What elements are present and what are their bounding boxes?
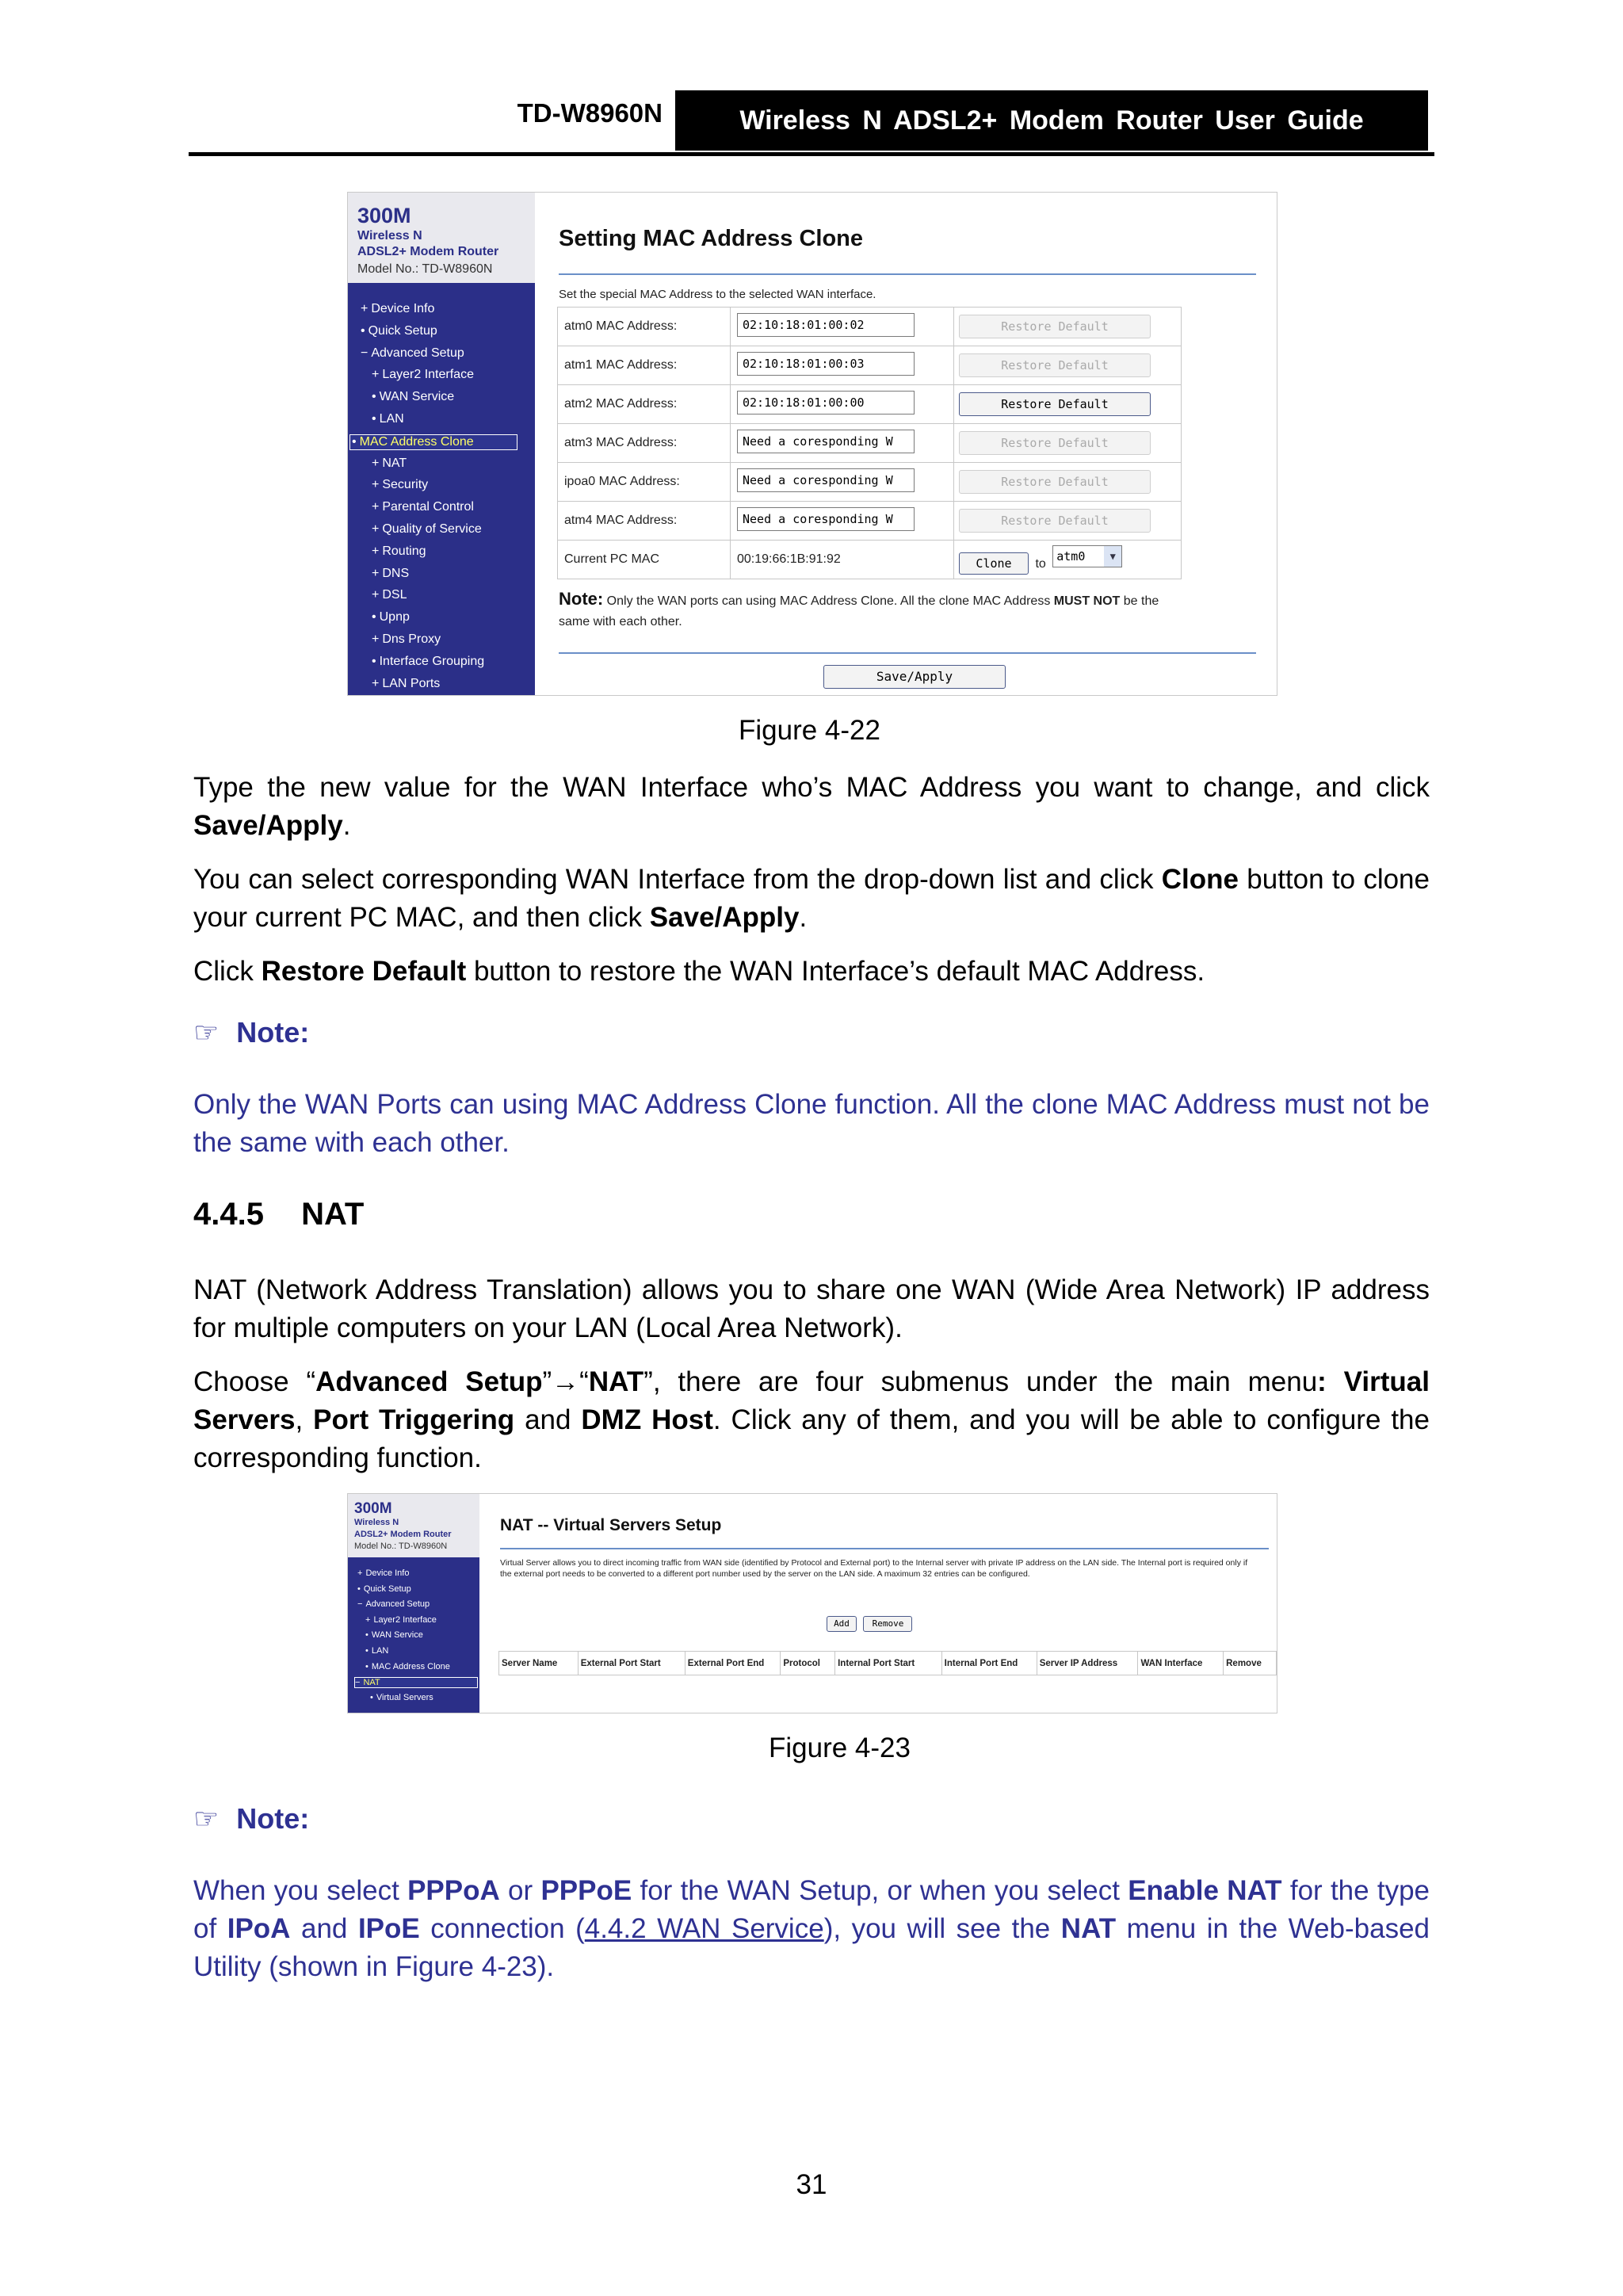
paragraph: [193, 769, 1430, 845]
text-run: You can select corresponding WAN Interface from the drop-down list and click: [193, 864, 1154, 895]
bold-run: Advanced Setup: [315, 1366, 543, 1397]
bullet-icon: +: [372, 588, 380, 602]
logo-model: Model No.: TD-W8960N: [354, 1541, 448, 1551]
bullet-icon: •: [357, 1584, 361, 1594]
column-header: WAN Interface: [1138, 1652, 1224, 1675]
guide-title-banner: Wireless N ADSL2+ Modem Router User Guide: [675, 90, 1428, 151]
router-main: [479, 1494, 1277, 1713]
column-header: Internal Port End: [941, 1652, 1037, 1675]
restore-cell: [954, 424, 1182, 463]
paragraph: [193, 1363, 1430, 1477]
mac-table: [557, 307, 1182, 579]
sidebar-item[interactable]: [361, 346, 464, 361]
restore-cell: [954, 502, 1182, 541]
bullet-icon: •: [372, 412, 376, 426]
sidebar-item[interactable]: [349, 434, 517, 450]
sidebar-item-label: Advanced Setup: [371, 346, 464, 360]
sidebar-item[interactable]: [372, 478, 428, 492]
bold-run: Port Triggering: [313, 1404, 515, 1435]
bullet-icon: +: [357, 1568, 363, 1578]
sidebar-item[interactable]: [372, 588, 407, 602]
bold-run: Restore Default: [261, 956, 467, 987]
note-block: [559, 589, 1256, 632]
bold-run: Save/Apply: [193, 810, 343, 841]
current-pc-mac: 00:19:66:1B:91:92: [731, 541, 954, 579]
sidebar-item-label: Upnp: [379, 610, 410, 625]
sidebar-item-label: Quick Setup: [363, 1584, 411, 1594]
text-run: “: [579, 1366, 589, 1397]
sidebar-item[interactable]: [372, 655, 484, 669]
bullet-icon: +: [372, 632, 380, 646]
sidebar-item-label: LAN: [371, 1646, 389, 1656]
sidebar-item[interactable]: [372, 610, 410, 625]
sidebar-item[interactable]: [365, 1630, 423, 1640]
router-logo: [348, 193, 535, 283]
sidebar-item[interactable]: [357, 1599, 430, 1609]
text-run: for the type of: [193, 1875, 1430, 1944]
note-bold: MUST NOT: [1053, 594, 1121, 608]
mac-label: ipoa0 MAC Address:: [558, 463, 731, 502]
restore-default-button[interactable]: Restore Default: [959, 509, 1151, 533]
text-run: for the WAN Setup, or when you select: [640, 1875, 1120, 1906]
sidebar-item[interactable]: [372, 457, 407, 471]
page-title: Setting MAC Address Clone: [559, 226, 864, 251]
bullet-icon: −: [355, 1678, 361, 1688]
sidebar-item[interactable]: [365, 1646, 388, 1656]
wan-service-link[interactable]: 4.4.2 WAN Service: [584, 1913, 824, 1944]
restore-cell: [954, 346, 1182, 385]
bold-run: Enable NAT: [1128, 1875, 1282, 1906]
mac-input[interactable]: Need a coresponding W: [737, 430, 915, 453]
sidebar-item-label: DNS: [382, 566, 410, 580]
note-heading: [193, 1802, 309, 1836]
remove-button[interactable]: Remove: [863, 1616, 912, 1632]
chevron-down-icon: ▼: [1104, 546, 1121, 567]
restore-default-button[interactable]: Restore Default: [959, 431, 1151, 455]
text-run: .: [342, 810, 351, 841]
sidebar-item-label: Dns Proxy: [382, 632, 441, 646]
bullet-icon: •: [365, 1646, 369, 1656]
pointing-hand-icon: ☞: [193, 1802, 220, 1835]
sidebar-item[interactable]: [365, 1662, 450, 1671]
bullet-icon: −: [357, 1599, 363, 1610]
text-run: button to restore the WAN Interface’s default MAC Address.: [473, 956, 1205, 987]
logo-line: Wireless N: [354, 1518, 399, 1527]
bold-run: PPPoA: [407, 1875, 500, 1906]
clone-button[interactable]: Clone: [959, 552, 1029, 575]
note-text: Only the WAN ports can using MAC Address Clone. All the clone MAC Address: [606, 594, 1051, 608]
title-rule: [500, 1548, 1269, 1549]
bullet-icon: •: [372, 390, 376, 404]
note-label: Note:: [236, 1016, 310, 1049]
bullet-icon: −: [361, 346, 369, 360]
sidebar-item-label: Quality of Service: [382, 522, 482, 536]
virtual-servers-table: [498, 1651, 1277, 1675]
bullet-icon: +: [372, 478, 380, 492]
save-apply-button[interactable]: Save/Apply: [823, 665, 1006, 689]
mac-label: atm3 MAC Address:: [558, 424, 731, 463]
text-run: menu in the Web-based Utility (shown in Figure 4-23).: [193, 1913, 1430, 1982]
sidebar-item[interactable]: [372, 677, 440, 691]
mac-cell: [731, 308, 954, 346]
bullet-icon: +: [372, 522, 380, 536]
text-run: ,: [295, 1404, 304, 1435]
text-run: Type the new value for the WAN Interface who’s MAC Address you want to change, and click: [193, 772, 1430, 803]
sidebar-item-label: LAN Ports: [382, 676, 441, 690]
text-run: Click: [193, 956, 254, 987]
logo-model: Model No.: TD-W8960N: [357, 262, 493, 276]
sidebar-item[interactable]: [354, 1677, 478, 1688]
logo-300m: 300M: [354, 1500, 392, 1517]
document-model: TD-W8960N: [517, 98, 663, 128]
paragraph: [193, 861, 1430, 937]
mac-row: [558, 308, 1182, 346]
note-text-tail: be the: [1123, 594, 1159, 608]
sidebar-item-label: Layer2 Interface: [373, 1614, 437, 1625]
sidebar-item-label: MAC Address Clone: [371, 1661, 450, 1671]
title-rule: [559, 273, 1256, 275]
mac-cell: [731, 463, 954, 502]
bullet-icon: •: [372, 610, 376, 625]
sidebar-item[interactable]: [372, 544, 426, 559]
restore-cell: [954, 308, 1182, 346]
intro-text: Set the special MAC Address to the selected WAN interface.: [559, 288, 876, 301]
figure-caption: Figure 4-22: [739, 715, 880, 746]
column-header: Protocol: [781, 1652, 835, 1675]
bullet-icon: +: [372, 566, 380, 580]
text-run: ”: [542, 1366, 552, 1397]
note-line2: same with each other.: [559, 615, 682, 628]
mac-row: [558, 385, 1182, 424]
sidebar-item-label: MAC Address Clone: [359, 434, 474, 449]
text-run: .: [799, 902, 808, 933]
sidebar-item-label: WAN Service: [379, 390, 455, 404]
interface-select-value: atm0: [1056, 548, 1086, 563]
sidebar-item-label: Device Info: [371, 302, 435, 315]
mac-cell: [731, 502, 954, 541]
note-label: Note:: [236, 1802, 310, 1835]
sidebar-item-label: NAT: [382, 456, 407, 470]
text-run: When you select: [193, 1875, 399, 1906]
router-main: [535, 193, 1277, 695]
column-header: Remove: [1224, 1652, 1277, 1675]
mac-input[interactable]: Need a coresponding W: [737, 468, 915, 492]
paragraph: [193, 953, 1430, 991]
mac-row: [558, 502, 1182, 541]
bullet-icon: +: [372, 500, 380, 514]
sidebar-item-label: Interface Grouping: [379, 654, 485, 668]
sidebar-item[interactable]: [372, 632, 441, 647]
mac-label: atm0 MAC Address:: [558, 308, 731, 346]
pointing-hand-icon: ☞: [193, 1016, 220, 1049]
note-label: Note:: [559, 589, 604, 609]
bullet-icon: +: [361, 302, 369, 315]
sidebar-item[interactable]: [370, 1693, 433, 1702]
mac-cell: [731, 385, 954, 424]
sidebar-item[interactable]: [372, 390, 454, 404]
sidebar-item-label: WAN Service: [371, 1630, 423, 1641]
bold-run: : Virtual Servers: [193, 1366, 1430, 1435]
mac-label: atm2 MAC Address:: [558, 385, 731, 424]
sidebar-item[interactable]: [372, 412, 404, 426]
bullet-icon: •: [365, 1630, 369, 1641]
column-header: External Port End: [685, 1652, 781, 1675]
bullet-icon: +: [372, 544, 380, 558]
figure-caption: Figure 4-23: [769, 1733, 911, 1763]
column-header: Internal Port Start: [835, 1652, 942, 1675]
figure-nat-screenshot: [347, 1493, 1277, 1713]
bold-run: PPPoE: [540, 1875, 632, 1906]
bullet-icon: •: [361, 323, 365, 338]
sidebar-item[interactable]: [372, 522, 482, 537]
bold-run: IPoE: [357, 1913, 420, 1944]
router-logo: [348, 1494, 479, 1557]
sidebar-item[interactable]: [365, 1615, 437, 1625]
nat-description: Virtual Server allows you to direct incoming traffic from WAN side (identified by Protocol and External port) to the Internal server with private IP address on the LAN side. The Internal port is required only if the external port needs to be converted to a different port number used by the server on the LAN side. A maximum 32 entries can be configured.: [500, 1558, 1248, 1579]
figure-mac-clone-screenshot: [347, 192, 1277, 696]
header-rule: [189, 152, 1434, 156]
bullet-icon: +: [365, 1614, 371, 1625]
mac-cell: [731, 346, 954, 385]
interface-select[interactable]: [1052, 545, 1122, 567]
text-run: Choose “: [193, 1366, 316, 1397]
bullet-icon: •: [372, 654, 376, 668]
section-number: 4.4.5: [193, 1197, 264, 1232]
add-button[interactable]: Add: [827, 1616, 857, 1632]
restore-default-button[interactable]: Restore Default: [959, 353, 1151, 377]
arrow-glyph: →: [552, 1366, 580, 1397]
bottom-rule: [559, 652, 1256, 654]
sidebar-item-label: Advanced Setup: [365, 1599, 430, 1610]
sidebar-item-label: Quick Setup: [368, 323, 437, 338]
table-header-row: [499, 1652, 1277, 1675]
bold-run: Save/Apply: [649, 902, 800, 933]
text-run: . Click any of them, and you will be able to configure the corresponding function.: [193, 1404, 1430, 1473]
mac-row: [558, 346, 1182, 385]
mac-label: atm1 MAC Address:: [558, 346, 731, 385]
sidebar-item-label: LAN: [379, 412, 404, 426]
sidebar-item[interactable]: [357, 1584, 411, 1594]
bold-run: NAT: [1060, 1913, 1117, 1944]
text-run: ”, there are four submenus under the main menu: [643, 1366, 1318, 1397]
clone-cell: [954, 541, 1182, 579]
sidebar-item[interactable]: [372, 500, 474, 514]
sidebar-item-label: DSL: [382, 588, 407, 602]
column-header: Server IP Address: [1037, 1652, 1138, 1675]
bullet-icon: •: [365, 1661, 369, 1671]
mac-input[interactable]: 02:10:18:01:00:02: [737, 313, 915, 337]
text-run: and: [525, 1404, 571, 1435]
current-pc-label: Current PC MAC: [558, 541, 731, 579]
sidebar-item[interactable]: [361, 302, 434, 316]
text-run: button to clone your current PC MAC, and then click: [193, 864, 1430, 933]
bold-run: DMZ Host: [581, 1404, 713, 1435]
current-pc-row: [558, 541, 1182, 579]
mac-row: [558, 424, 1182, 463]
text-run: and: [301, 1913, 348, 1944]
section-heading: [193, 1197, 364, 1232]
bold-run: IPoA: [227, 1913, 291, 1944]
sidebar-item[interactable]: [361, 324, 437, 338]
logo-300m: 300M: [357, 204, 411, 227]
note-paragraph: Only the WAN Ports can using MAC Address Clone function. All the clone MAC Address must not be the same with each other.: [193, 1089, 1430, 1158]
restore-default-button[interactable]: Restore Default: [959, 392, 1151, 416]
column-header: External Port Start: [578, 1652, 685, 1675]
bullet-icon: +: [372, 676, 380, 690]
logo-line: ADSL2+ Modem Router: [357, 245, 499, 258]
paragraph: NAT (Network Address Translation) allows you to share one WAN (Wide Area Network) IP address for multiple computers on your LAN (Local Area Network).: [193, 1274, 1430, 1343]
restore-cell: [954, 385, 1182, 424]
note-paragraph: [193, 1872, 1430, 1986]
page-number: 31: [796, 2169, 827, 2200]
text-run: connection (: [430, 1913, 585, 1944]
sidebar-item-label: Routing: [382, 544, 426, 558]
text-run: or: [508, 1875, 533, 1906]
text-run: ), you will see the: [823, 1913, 1051, 1944]
sidebar-item-label: NAT: [363, 1678, 380, 1688]
note-heading: [193, 1016, 309, 1049]
page-title: NAT -- Virtual Servers Setup: [500, 1516, 722, 1534]
bullet-icon: +: [372, 456, 380, 470]
section-title: NAT: [301, 1197, 365, 1232]
logo-line: Wireless N: [357, 229, 422, 243]
restore-default-button[interactable]: Restore Default: [959, 470, 1151, 494]
sidebar-item-label: Layer2 Interface: [382, 368, 474, 382]
bullet-icon: •: [370, 1692, 373, 1702]
sidebar-item-label: Device Info: [365, 1568, 410, 1578]
mac-input[interactable]: Need a coresponding W: [737, 507, 915, 531]
mac-label: atm4 MAC Address:: [558, 502, 731, 541]
restore-default-button[interactable]: Restore Default: [959, 315, 1151, 338]
sidebar-item-label: Security: [382, 478, 429, 492]
sidebar-item[interactable]: [357, 1568, 409, 1578]
logo-line: ADSL2+ Modem Router: [354, 1530, 452, 1539]
sidebar-item[interactable]: [372, 368, 474, 382]
bold-run: Clone: [1161, 864, 1239, 895]
mac-input[interactable]: 02:10:18:01:00:03: [737, 352, 915, 376]
to-label: to: [1035, 556, 1046, 571]
bullet-icon: •: [352, 434, 357, 449]
mac-input[interactable]: 02:10:18:01:00:00: [737, 391, 915, 415]
bold-run: NAT: [588, 1366, 644, 1397]
mac-row: [558, 463, 1182, 502]
column-header: Server Name: [499, 1652, 579, 1675]
sidebar-item[interactable]: [372, 567, 409, 581]
add-remove-buttons: [827, 1616, 912, 1632]
sidebar-item-label: Parental Control: [382, 500, 474, 514]
bullet-icon: +: [372, 368, 380, 382]
mac-cell: [731, 424, 954, 463]
sidebar-item-label: Virtual Servers: [376, 1692, 433, 1702]
restore-cell: [954, 463, 1182, 502]
